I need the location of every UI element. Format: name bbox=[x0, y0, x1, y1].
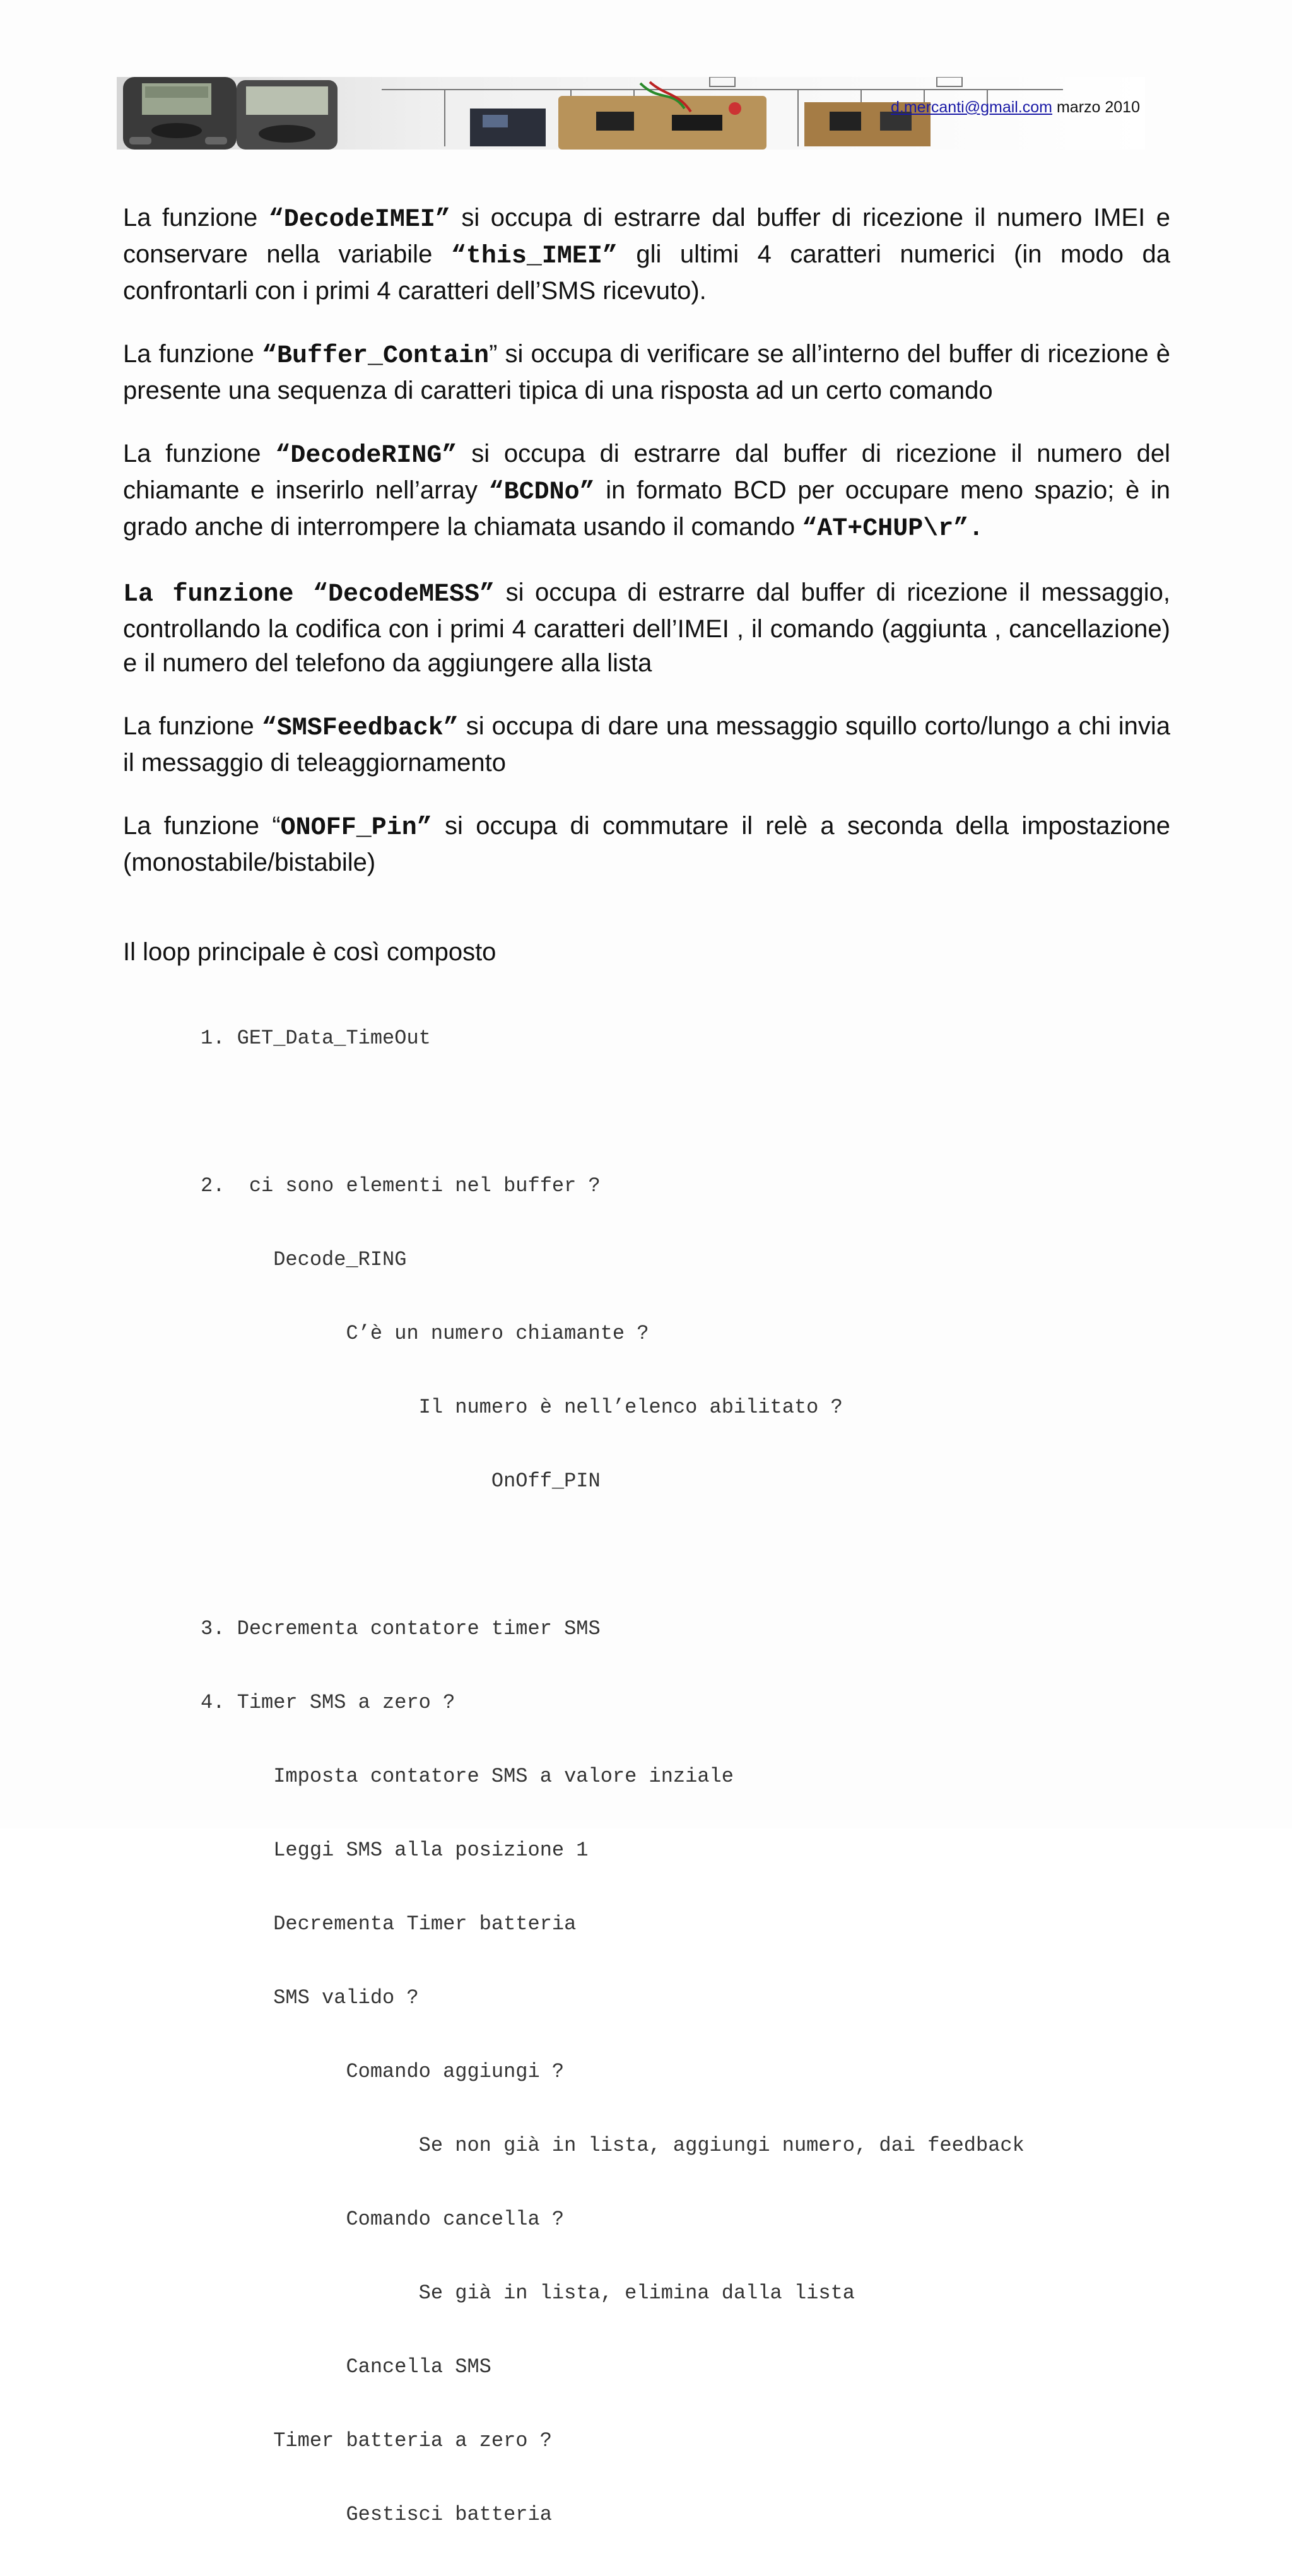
listing-line: Il numero è nell’elenco abilitato ? bbox=[201, 1396, 843, 1419]
code-term: “DecodeRING” bbox=[275, 442, 457, 470]
header-contact bbox=[891, 98, 1145, 117]
listing-line: Comando cancella ? bbox=[201, 2208, 565, 2231]
listing-line: SMS valido ? bbox=[201, 1986, 419, 2009]
loop-intro-text: Il loop principale è così composto bbox=[123, 938, 496, 966]
paragraph-onoff-pin: La funzione “ONOFF_Pin” si occupa di commutare il relè a seconda della impostazione (monostabile/bistabile) bbox=[123, 812, 1170, 876]
main-content bbox=[123, 201, 1170, 969]
header-banner bbox=[117, 77, 1145, 150]
listing-line: Imposta contatore SMS a valore inziale bbox=[201, 1765, 734, 1788]
code-term: “BCDNo” bbox=[488, 478, 595, 507]
listing-line: 4. Timer SMS a zero ? bbox=[201, 1691, 455, 1714]
listing-line: Gestisci batteria bbox=[201, 2503, 552, 2526]
paragraph-decodeimei: La funzione “DecodeIMEI” si occupa di estrarre dal buffer di ricezione il numero IMEI e conservare nella variabile “this_IMEI” gli ultimi 4 caratteri numerici (in modo da confrontarli con i primi 4 caratteri dell’SMS ricevuto). bbox=[123, 204, 1170, 305]
listing-line: Timer batteria a zero ? bbox=[201, 2429, 552, 2452]
paragraph-decodering: La funzione “DecodeRING” si occupa di estrarre dal buffer di ricezione il numero del chiamante e inserirlo nell’array “BCDNo” in formato BCD per occupare meno spazio; è in grado anche di interrompere la chiamata usando il comando “AT+CHUP\r”. bbox=[123, 440, 1171, 543]
listing-line: Decrementa Timer batteria bbox=[201, 1912, 577, 1936]
listing-line: Se già in lista, elimina dalla lista bbox=[201, 2281, 855, 2305]
listing-line bbox=[201, 1100, 1025, 1124]
listing-line: Leggi SMS alla posizione 1 bbox=[201, 1838, 589, 1862]
code-term: “this_IMEI” bbox=[450, 242, 618, 271]
listing-line: 2. ci sono elementi nel buffer ? bbox=[201, 1174, 601, 1197]
listing-line: C’è un numero chiamante ? bbox=[201, 1322, 649, 1345]
code-term: “AT+CHUP\r”. bbox=[802, 515, 984, 543]
listing-line: Se non già in lista, aggiungi numero, dai feedback bbox=[201, 2134, 1025, 2157]
paragraph-decodemess: La funzione “DecodeMESS” si occupa di estrarre dal buffer di ricezione il messaggio, controllando la codifica con i primi 4 caratteri dell’IMEI , il comando (aggiunta , cancellazione) e il numero del telefono da aggiungere alla lista bbox=[123, 579, 1170, 677]
listing-line: Comando aggiungi ? bbox=[201, 2060, 565, 2083]
code-term: “SMSFeedback” bbox=[261, 714, 459, 743]
paragraph-buffer-contain: La funzione “Buffer_Contain” si occupa di verificare se all’interno del buffer di ricezione è presente una sequenza di caratteri tipica di una risposta ad un certo comando bbox=[123, 340, 1170, 404]
header-date: marzo 2010 bbox=[1056, 98, 1140, 116]
listing-line: OnOff_PIN bbox=[201, 1469, 601, 1493]
listing-line: 3. Decrementa contatore timer SMS bbox=[201, 1617, 601, 1640]
paragraph-smsfeedback: La funzione “SMSFeedback” si occupa di dare una messaggio squillo corto/lungo a chi invia il messaggio di teleaggiornamento bbox=[123, 712, 1171, 777]
listing-line bbox=[201, 1543, 1025, 1567]
code-term: “DecodeMESS” bbox=[312, 580, 495, 609]
listing-line: 1. GET_Data_TimeOut bbox=[201, 1026, 431, 1050]
main-loop-listing bbox=[201, 977, 1025, 2576]
email-link[interactable]: d.mercanti@gmail.com bbox=[891, 98, 1053, 116]
code-term: ONOFF_Pin” bbox=[280, 814, 432, 842]
code-term: “DecodeIMEI” bbox=[268, 206, 450, 234]
code-term: “Buffer_Contain bbox=[262, 342, 490, 370]
listing-line: Decode_RING bbox=[201, 1248, 407, 1271]
listing-line: Cancella SMS bbox=[201, 2355, 491, 2379]
